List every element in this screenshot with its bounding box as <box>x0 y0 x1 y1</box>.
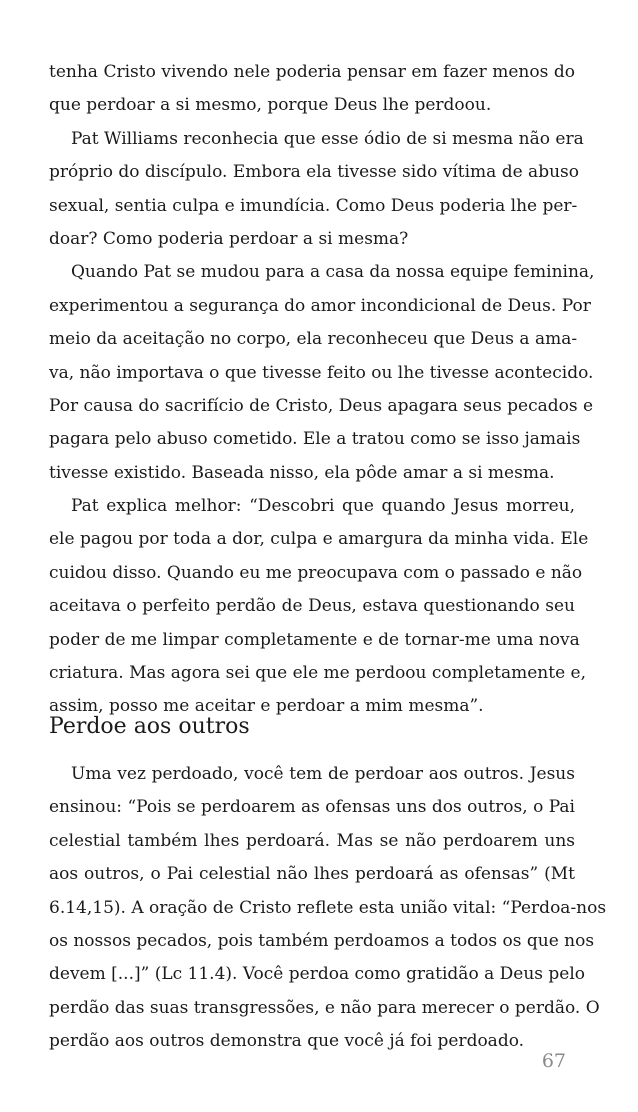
text-line: próprio do discípulo. Embora ela tivesse sido vítima de abuso <box>49 162 579 183</box>
text-line: perdão aos outros demonstra que você já foi perdoado. <box>49 1031 525 1052</box>
text-line: celestial também lhes perdoará. Mas se não perdoarem uns <box>49 830 575 851</box>
text-line: que perdoar a si mesmo, porque Deus lhe perdoou. <box>49 95 492 116</box>
text-line: doar? Como poderia perdoar a si mesma? <box>49 228 409 249</box>
text-line: cuidou disso. Quando eu me preocupava com o passado e não <box>49 562 583 583</box>
text-line: sexual, sentia culpa e imundícia. Como Deus poderia lhe per- <box>49 195 578 216</box>
text-line: Por causa do sacrifício de Cristo, Deus apagara seus pecados e <box>49 395 594 416</box>
text-line: assim, posso me aceitar e perdoar a mim mesma”. <box>49 696 484 717</box>
text-line: Uma vez perdoado, você tem de perdoar aos outros. Jesus <box>71 764 575 784</box>
text-line: os nossos pecados, pois também perdoamos a todos os que nos <box>49 930 595 951</box>
text-line: tenha Cristo vivendo nele poderia pensar em fazer menos do <box>49 62 575 82</box>
text-line: aceitava o perfeito perdão de Deus, estava questionando seu <box>49 596 575 617</box>
text-line: pagara pelo abuso cometido. Ele a tratou como se isso jamais <box>49 429 581 450</box>
body-text <box>49 56 595 724</box>
page-number: 67 <box>541 1050 566 1072</box>
text-line: aos outros, o Pai celestial não lhes perdoará as ofensas” (Mt <box>49 864 575 885</box>
text-line: tivesse existido. Baseada nisso, ela pôde amar a si mesma. <box>49 462 555 483</box>
section-heading: Perdoe aos outros <box>49 714 250 739</box>
section-body-text <box>49 758 607 1059</box>
text-line: va, não importava o que tivesse feito ou lhe tivesse acontecido. <box>49 362 594 383</box>
text-line: poder de me limpar completamente e de tornar-me uma nova <box>49 629 580 650</box>
text-line: devem [...]” (Lc 11.4). Você perdoa como gratidão a Deus pelo <box>49 964 586 985</box>
text-line: Pat Williams reconhecia que esse ódio de si mesma não era <box>71 128 584 149</box>
text-line: meio da aceitação no corpo, ela reconheceu que Deus a ama- <box>49 329 578 350</box>
text-line: ensinou: “Pois se perdoarem as ofensas uns dos outros, o Pai <box>49 797 575 818</box>
text-line: Pat explica melhor: “Descobri que quando Jesus morreu, <box>71 496 575 517</box>
text-line: 6.14,15). A oração de Cristo reflete esta união vital: “Perdoa-nos <box>49 897 607 918</box>
text-line: ele pagou por toda a dor, culpa e amargura da minha vida. Ele <box>49 529 589 550</box>
text-line: perdão das suas transgressões, e não para merecer o perdão. O <box>49 997 600 1018</box>
text-line: Quando Pat se mudou para a casa da nossa equipe feminina, <box>71 262 595 283</box>
text-line: criatura. Mas agora sei que ele me perdoou completamente e, <box>49 663 587 684</box>
text-line: experimentou a segurança do amor incondicional de Deus. Por <box>49 295 591 316</box>
